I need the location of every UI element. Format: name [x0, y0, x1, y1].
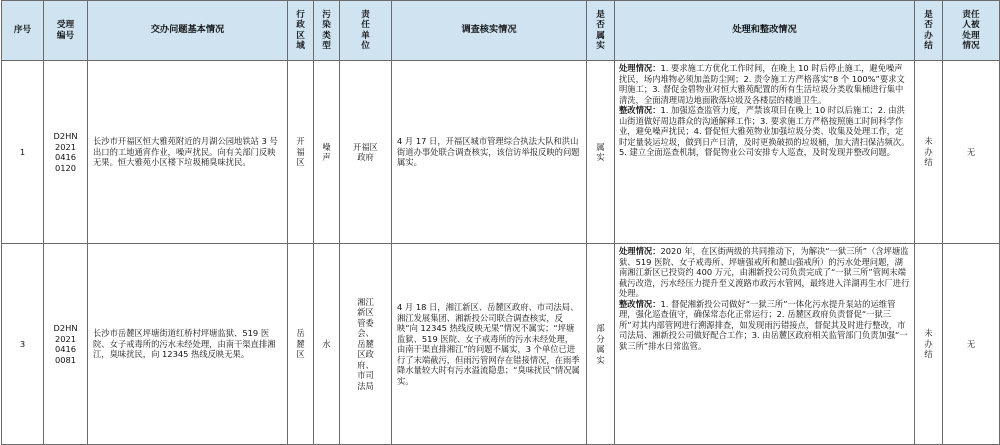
cell-pollution: 噪 声	[314, 61, 340, 244]
cell-verified: 部 分 属 实	[587, 244, 615, 445]
handling-text: 1. 要求施工方优化工作时间，在晚上 10 时后停止施工，避免噪声扰民，场内堆物必须加盖防尘网；2. 责令施工方严格落实“8 个 100%”要求文明施工；3. 督促金碧物业对恒大雅苑配置的所有生活垃圾分类收集桶进行集中清洗，全面清理周边地面散落垃圾及各楼层的楼道卫生。	[619, 63, 905, 105]
cell-closed: 未 办 结	[915, 244, 943, 445]
rectify-label: 整改情况：	[619, 105, 661, 115]
header-row	[2, 1, 1000, 61]
header-investigation: 调查核实情况	[392, 1, 587, 61]
header-verified: 是 否 属 实	[587, 1, 615, 61]
cell-seq: 1	[2, 61, 44, 244]
cell-district: 开 福 区	[288, 61, 314, 244]
header-seq: 序号	[2, 1, 44, 61]
cell-code: D2HN 2021 0416 0081	[44, 244, 88, 445]
cell-unit: 开福区 政府	[340, 61, 392, 244]
header-code: 受理 编号	[44, 1, 88, 61]
rectify-label: 整改情况：	[619, 298, 661, 309]
header-handling: 处理和整改情况	[615, 1, 915, 61]
cell-accountability: 无	[943, 244, 1000, 445]
handling-label: 处理情况：	[619, 63, 661, 73]
handling-text: 2020 年，在区街两级的共同推动下，为解决“一狱三所”（含坪塘监狱、519 医院、女子戒毒所、坪塘强戒所和麓山强戒所）的污水处理问题，湖南湘江新区已投资约 400 万元，由湘新投公司负责完成了“一狱三所”管网末端截污改造，污水经压力提升至义渡路市政污水管网，最终进入洋湖再生水厂进行处理。	[619, 246, 910, 298]
cell-verified: 属 实	[587, 61, 615, 244]
handling-label: 处理情况：	[619, 246, 661, 256]
header-pollution: 污 染 类 型	[314, 1, 340, 61]
cell-pollution: 水	[314, 244, 340, 445]
complaint-table	[1, 0, 1000, 445]
cell-investigation: 4 月 18 日，湘江新区、岳麓区政府、市司法局、湘江发展集团、湘新投公司联合调查核实，反映“向 12345 热线反映无果”情况不属实；“坪塘监狱、519 医院、女子戒毒所的污水未经处理，由南干渠直排湘江”的问题不属实，3 个单位已进行了末端截污，但雨污管网存在错接情况，在雨季降水量较大时有污水溢流隐患；“臭味扰民”情况属实。	[392, 244, 587, 445]
header-unit: 责 任 单 位	[340, 1, 392, 61]
cell-basic: 长沙市岳麓区坪塘街道红桥村坪塘监狱、519 医院、女子戒毒所的污水未经处理，由南干渠直排湘江，臭味扰民，向 12345 热线反映无果。	[88, 244, 288, 445]
header-accountability: 责任 人被 处理 情况	[943, 1, 1000, 61]
header-basic: 交办问题基本情况	[88, 1, 288, 61]
cell-code: D2HN 2021 0416 0120	[44, 61, 88, 244]
cell-seq: 3	[2, 244, 44, 445]
rectify-text: 1. 加强巡查监管力度，严禁该项目在晚上 10 时以后施工；2. 由洪山街道做好周边群众的沟通解释工作；3. 要求施工方严格按照施工时间科学作业，避免噪声扰民；4. 督促恒大雅苑物业加强垃圾分类、收集及处理工作，定时定量装运垃圾，做到日产日清，及时更换破损的垃圾桶，加大清扫保洁频次。5. 建立全面巡查机制，督促物业公司安排专人巡查，及时发现并整改问题。	[619, 105, 910, 157]
table-row	[2, 244, 1000, 445]
cell-closed: 未 办 结	[915, 61, 943, 244]
cell-basic: 长沙市开福区恒大雅苑附近的月湖公园地铁站 3 号出口的工地通宵作业，噪声扰民。向有关部门反映无果。恒大雅苑小区楼下垃圾桶臭味扰民。	[88, 61, 288, 244]
rectify-text: 1. 督促湘新投公司做好“一狱三所”一体化污水提升泵站的运维管理，强化巡查值守，确保常态化正常运行；2. 岳麓区政府负责督促“一狱三所”对其内部管网进行溯源排查，如发现雨污错接点，督促其及时进行整改，市司法局、湘新投公司做好配合工作；3. 由岳麓区政府相关监管部门负责加强“一狱三所”排水日常监管。	[619, 298, 908, 351]
header-closed: 是 否 办 结	[915, 1, 943, 61]
cell-handling	[615, 244, 915, 445]
cell-investigation: 4 月 17 日，开福区城市管理综合执法大队和洪山街道办事处联合调查核实，该信访举报反映的问题属实。	[392, 61, 587, 244]
table-row	[2, 61, 1000, 244]
cell-district: 岳 麓 区	[288, 244, 314, 445]
header-district: 行 政 区 域	[288, 1, 314, 61]
cell-handling	[615, 61, 915, 244]
cell-unit: 湘江 新区 管委 会、 岳麓 区政 府、 市司 法局	[340, 244, 392, 445]
cell-accountability: 无	[943, 61, 1000, 244]
